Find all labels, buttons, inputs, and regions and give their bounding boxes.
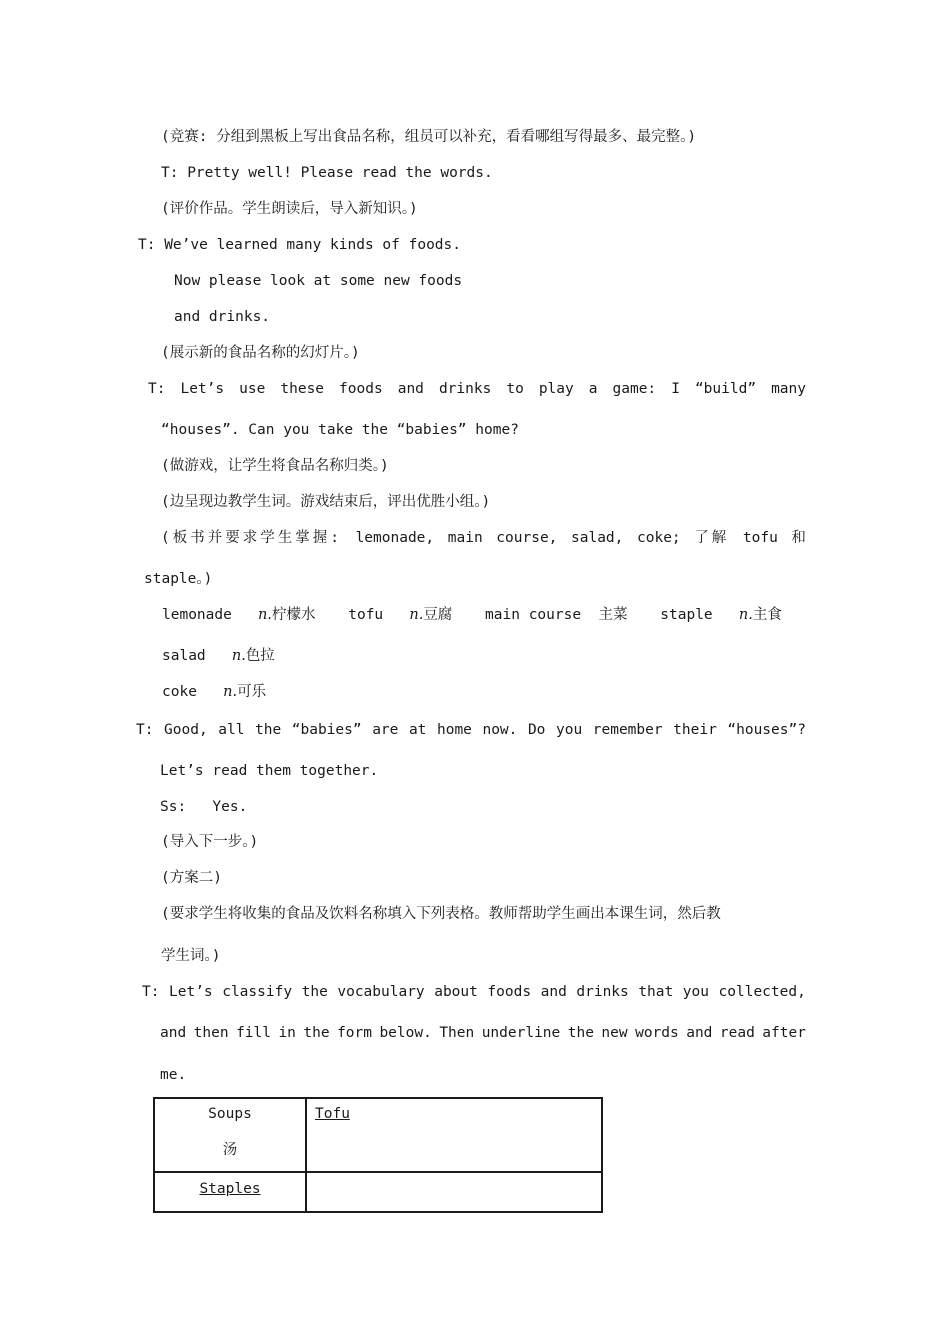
category-label-en: Soups xyxy=(208,1106,252,1122)
word: play xyxy=(538,381,574,397)
text-line: (导入下一步。) xyxy=(161,834,259,850)
vocab-table xyxy=(153,1097,603,1213)
word: T: xyxy=(142,984,160,1000)
word: and xyxy=(540,984,567,1000)
word: are xyxy=(372,722,399,738)
word: collected, xyxy=(718,984,806,1000)
justified-line xyxy=(160,1023,806,1043)
word: I xyxy=(671,381,680,397)
word: and xyxy=(686,1025,713,1041)
word: Let’s xyxy=(180,381,225,397)
text-line: (边呈现边教学生词。游戏结束后，评出优胜小组。) xyxy=(161,494,491,510)
word: now. xyxy=(482,722,518,738)
gloss-word: lemonade xyxy=(162,607,232,623)
text-line: T: We’ve learned many kinds of foods. xyxy=(138,237,462,253)
gloss-meaning: 柠檬水 xyxy=(272,607,316,623)
word: after xyxy=(762,1025,806,1041)
word: drinks xyxy=(576,984,629,1000)
word: vocabulary xyxy=(337,984,425,1000)
category-label-cn: 汤 xyxy=(222,1142,238,1158)
text-line: (做游戏，让学生将食品名称归类。) xyxy=(161,458,389,474)
text-line: Let’s read them together. xyxy=(160,763,379,779)
word: foods xyxy=(339,381,383,397)
word: lemonade, xyxy=(355,530,435,546)
table-cell-category xyxy=(154,1098,306,1172)
gloss-pos: n. xyxy=(223,684,238,700)
text-line: staple。) xyxy=(144,571,213,587)
word: in xyxy=(278,1025,296,1041)
word: all xyxy=(218,722,245,738)
word: their xyxy=(673,722,717,738)
word: many xyxy=(771,381,806,397)
gloss-meaning: 可乐 xyxy=(237,684,267,700)
text-line: Now please look at some new foods xyxy=(174,273,463,289)
word: read xyxy=(719,1025,755,1041)
text-line: (展示新的食品名称的幻灯片。) xyxy=(161,345,360,361)
word: these xyxy=(280,381,325,397)
text-line: (方案二) xyxy=(161,870,222,886)
word: salad, xyxy=(571,530,624,546)
word: main xyxy=(447,530,483,546)
word: you xyxy=(682,984,709,1000)
word: the xyxy=(567,1025,594,1041)
text-line: me. xyxy=(160,1067,187,1083)
word: form xyxy=(337,1025,372,1041)
word: at xyxy=(408,722,427,738)
text-line: (要求学生将收集的食品及饮料名称填入下列表格。教师帮助学生画出本课生词，然后教 xyxy=(161,906,721,922)
word: the xyxy=(255,722,282,738)
text-line: (竞赛: 分组到黑板上写出食品名称，组员可以补充，看看哪组写得最多、最完整。) xyxy=(161,129,697,145)
word: the xyxy=(303,1025,330,1041)
word: 和 xyxy=(791,530,806,546)
table-cell-value[interactable] xyxy=(306,1172,602,1212)
word: new xyxy=(601,1025,628,1041)
word: “build” xyxy=(694,381,757,397)
cell-value: Tofu xyxy=(315,1106,350,1122)
word: classify xyxy=(222,984,293,1000)
word: fill xyxy=(236,1025,271,1041)
table-cell-category xyxy=(154,1172,306,1212)
table-row xyxy=(154,1098,602,1172)
word: and xyxy=(160,1025,187,1041)
gloss-word: tofu xyxy=(348,607,384,623)
gloss-meaning: 色拉 xyxy=(245,648,275,664)
word: 了解 xyxy=(694,530,730,546)
gloss-meaning: 主菜 xyxy=(598,607,628,623)
word: to xyxy=(506,381,524,397)
text-line: “houses”. Can you take the “babies” home? xyxy=(161,422,519,438)
word: that xyxy=(638,984,674,1000)
gloss-word: main course xyxy=(485,607,582,623)
word: use xyxy=(239,381,266,397)
word: (板书并要求学生掌握: xyxy=(161,530,342,546)
word: drinks xyxy=(438,381,492,397)
table-cell-value[interactable] xyxy=(306,1098,602,1172)
text-line: T: Pretty well! Please read the words. xyxy=(161,165,493,181)
word: foods xyxy=(487,984,532,1000)
word: you xyxy=(555,722,583,738)
gloss-pos: n. xyxy=(231,648,246,664)
vocab-gloss-line xyxy=(162,605,782,625)
word: below. xyxy=(379,1025,432,1041)
vocab-gloss-line xyxy=(162,682,266,702)
word: coke; xyxy=(637,530,681,546)
word: “houses”? xyxy=(727,722,806,738)
gloss-word: salad xyxy=(162,648,206,664)
word: game: xyxy=(612,381,657,397)
word: home xyxy=(436,722,472,738)
gloss-word: coke xyxy=(162,684,197,700)
word: tofu xyxy=(742,530,778,546)
word: Good, xyxy=(164,722,208,738)
justified-line xyxy=(142,982,806,1002)
justified-line xyxy=(148,379,806,399)
word: course, xyxy=(496,530,558,546)
text-line: (评价作品。学生朗读后，导入新知识。) xyxy=(161,201,418,217)
word: and xyxy=(397,381,424,397)
word: the xyxy=(301,984,328,1000)
word: T: xyxy=(148,381,166,397)
gloss-word: staple xyxy=(660,607,713,623)
word: T: xyxy=(136,722,154,738)
gloss-meaning: 主食 xyxy=(752,607,782,623)
gloss-pos: n. xyxy=(258,607,272,623)
word: “babies” xyxy=(291,722,362,738)
word: Do xyxy=(527,722,546,738)
justified-line xyxy=(136,720,806,740)
text-line: 学生词。) xyxy=(161,948,221,964)
word: words xyxy=(635,1025,679,1041)
word: Then xyxy=(439,1025,475,1041)
category-label: Staples xyxy=(199,1181,261,1197)
word: underline xyxy=(481,1025,561,1041)
gloss-pos: n. xyxy=(409,607,424,623)
word: a xyxy=(588,381,598,397)
justified-line xyxy=(161,528,806,548)
gloss-pos: n. xyxy=(738,607,753,623)
word: then xyxy=(193,1025,229,1041)
word: Let’s xyxy=(169,984,213,1000)
table-row xyxy=(154,1172,602,1212)
word: about xyxy=(434,984,478,1000)
word: remember xyxy=(592,722,663,738)
gloss-meaning: 豆腐 xyxy=(423,607,453,623)
vocab-gloss-line xyxy=(162,646,275,666)
text-line: Ss: Yes. xyxy=(160,799,248,815)
text-line: and drinks. xyxy=(174,309,271,325)
